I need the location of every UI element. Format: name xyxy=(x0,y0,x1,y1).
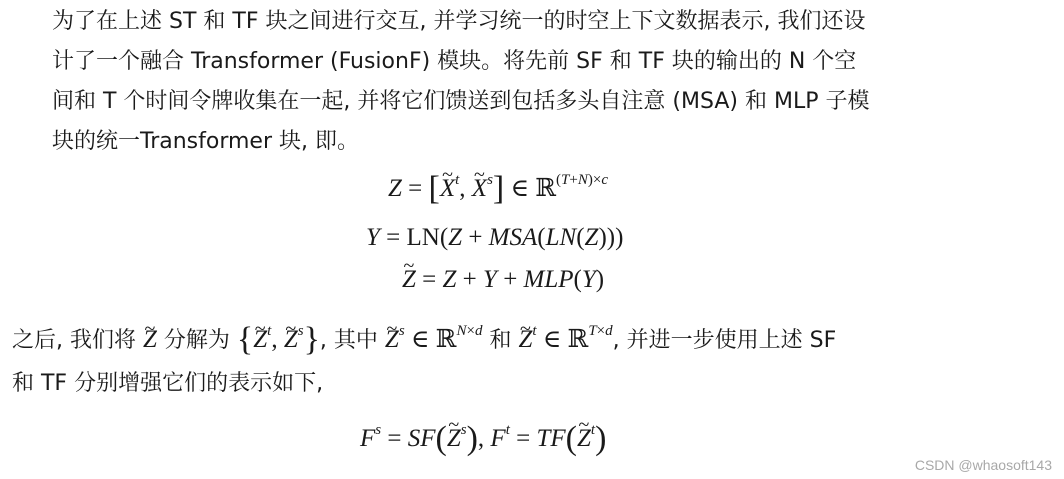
text-line: 和 TF 分别增强它们的表示如下, xyxy=(12,371,324,396)
equation-4: $F^s$ = SF(~ $Z^s$), $F^t$ = TF(~ $Z^t$) xyxy=(360,420,606,458)
text-line: 计了一个融合 Transformer (FusionF) 模块。将先前 SF 和 TF 块的输出的 N 个空 xyxy=(52,49,857,74)
equation-1: Z = [~ $X^t$, ~ $X^s$] ∈ ℝ$^{(T+N)\times c}$ xyxy=(388,170,608,208)
text-line: 间和 T 个时间令牌收集在一起, 并将它们馈送到包括多头自注意 (MSA) 和 MLP 子模 xyxy=(52,89,870,114)
text-line: 之后, 我们将 ~ Z 分解为 {~ $Z^t$, ~ $Z^s$}, 其中 ~ $Z^s$ ∈ ℝ$^{N\times d}$ 和 ~ $Z^t$ ∈ ℝ$^{T\times d}$, 并进一步使用上述 SF xyxy=(12,320,836,361)
text-line: 块的统一Transformer 块, 即。 xyxy=(52,129,359,154)
watermark: CSDN @whaosoft143 xyxy=(914,457,1052,473)
equation-2: Y = LN(Z + MSA(LN(Z))) xyxy=(366,224,624,251)
text-line: 为了在上述 ST 和 TF 块之间进行交互, 并学习统一的时空上下文数据表示, 我们还设 xyxy=(52,9,866,34)
equation-3: ~ Z = Z + Y + MLP(Y) xyxy=(402,266,604,294)
